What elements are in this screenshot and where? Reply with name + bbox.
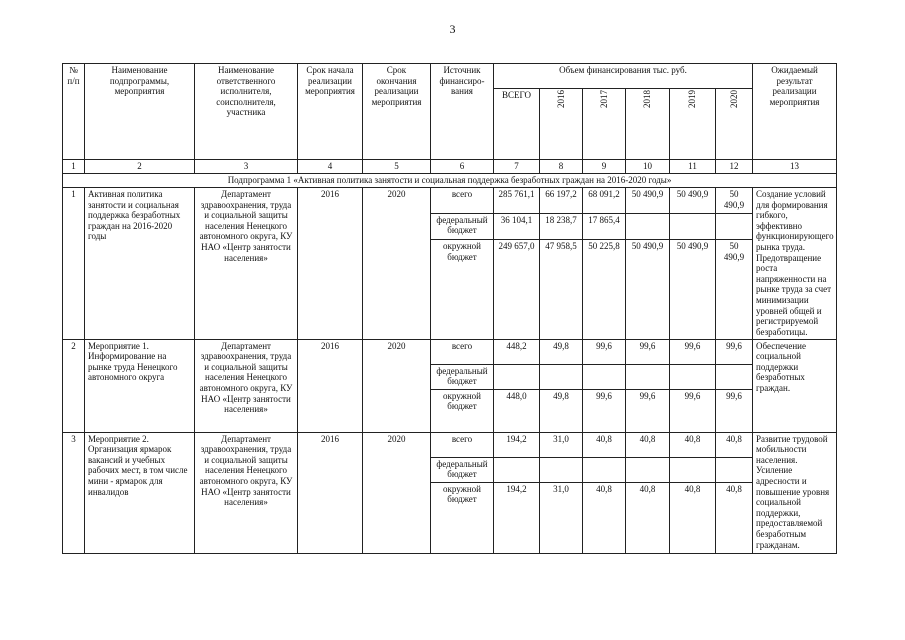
funding-table bbox=[62, 63, 837, 554]
column-number: 13 bbox=[753, 160, 837, 174]
value-cell bbox=[626, 213, 670, 240]
value-cell: 40,8 bbox=[716, 482, 753, 553]
source-label: федеральный бюджет bbox=[431, 364, 494, 389]
value-cell: 50 490,9 bbox=[670, 188, 716, 214]
value-cell bbox=[626, 364, 670, 389]
value-cell: 31,0 bbox=[540, 482, 583, 553]
header-year-label: 2019 bbox=[687, 90, 698, 108]
source-label: окружной бюджет bbox=[431, 482, 494, 553]
source-label: федеральный бюджет bbox=[431, 457, 494, 482]
row-end: 2020 bbox=[363, 432, 431, 553]
value-cell bbox=[583, 364, 626, 389]
value-cell: 40,8 bbox=[626, 432, 670, 457]
row-name: Активная политика занятости и социальная поддержка безработных граждан на 2016-2020 годы bbox=[85, 188, 195, 340]
value-cell: 40,8 bbox=[670, 432, 716, 457]
row-start: 2016 bbox=[298, 188, 363, 340]
value-cell: 40,8 bbox=[670, 482, 716, 553]
value-cell: 99,6 bbox=[716, 339, 753, 364]
table-row bbox=[63, 339, 837, 364]
header-year bbox=[716, 89, 753, 160]
header-row-1 bbox=[63, 64, 837, 89]
source-label: всего bbox=[431, 432, 494, 457]
value-cell: 66 197,2 bbox=[540, 188, 583, 214]
row-num: 3 bbox=[63, 432, 85, 553]
header-total: ВСЕГО bbox=[494, 89, 540, 160]
value-cell: 49,8 bbox=[540, 389, 583, 432]
source-label: окружной бюджет bbox=[431, 240, 494, 339]
value-cell: 99,6 bbox=[583, 339, 626, 364]
value-cell bbox=[494, 364, 540, 389]
table-row bbox=[63, 188, 837, 214]
value-cell bbox=[494, 457, 540, 482]
value-cell bbox=[583, 457, 626, 482]
value-cell: 194,2 bbox=[494, 482, 540, 553]
header-name: Наименование подпрограммы, мероприятия bbox=[85, 64, 195, 160]
value-cell bbox=[716, 364, 753, 389]
header-year-label: 2016 bbox=[555, 90, 566, 108]
value-cell: 249 657,0 bbox=[494, 240, 540, 339]
value-cell: 50 490,9 bbox=[716, 188, 753, 214]
column-number: 7 bbox=[494, 160, 540, 174]
value-cell: 40,8 bbox=[626, 482, 670, 553]
value-cell bbox=[716, 213, 753, 240]
value-cell: 50 490,9 bbox=[626, 240, 670, 339]
value-cell: 285 761,1 bbox=[494, 188, 540, 214]
source-label: федеральный бюджет bbox=[431, 213, 494, 240]
value-cell: 17 865,4 bbox=[583, 213, 626, 240]
column-number-row bbox=[63, 160, 837, 174]
value-cell bbox=[670, 457, 716, 482]
row-num: 2 bbox=[63, 339, 85, 432]
row-end: 2020 bbox=[363, 339, 431, 432]
column-number: 4 bbox=[298, 160, 363, 174]
value-cell bbox=[716, 457, 753, 482]
row-responsible: Департамент здравоохранения, труда и социальной защиты населения Ненецкого автономного округа, КУ НАО «Центр занятости населения» bbox=[195, 339, 298, 432]
source-label: всего bbox=[431, 339, 494, 364]
value-cell: 50 490,9 bbox=[626, 188, 670, 214]
row-name: Мероприятие 1. Информирование на рынке труда Ненецкого автономного округа bbox=[85, 339, 195, 432]
header-end: Срок окончания реализации мероприятия bbox=[363, 64, 431, 160]
value-cell: 448,0 bbox=[494, 389, 540, 432]
row-start: 2016 bbox=[298, 339, 363, 432]
header-year-label: 2017 bbox=[598, 90, 609, 108]
value-cell bbox=[626, 457, 670, 482]
value-cell: 68 091,2 bbox=[583, 188, 626, 214]
header-result: Ожидаемый результат реализации мероприятия bbox=[753, 64, 837, 160]
value-cell: 18 238,7 bbox=[540, 213, 583, 240]
row-result: Обеспечение социальной поддержки безработных граждан. bbox=[753, 339, 837, 432]
header-source: Источник финансиро-вания bbox=[431, 64, 494, 160]
value-cell: 50 490,9 bbox=[716, 240, 753, 339]
value-cell bbox=[670, 213, 716, 240]
header-year bbox=[583, 89, 626, 160]
row-name: Мероприятие 2. Организация ярмарок вакансий и учебных рабочих мест, в том числе мини - ярмарок для инвалидов bbox=[85, 432, 195, 553]
value-cell: 40,8 bbox=[716, 432, 753, 457]
subprogram-row bbox=[63, 174, 837, 188]
value-cell: 40,8 bbox=[583, 432, 626, 457]
header-year bbox=[670, 89, 716, 160]
value-cell: 50 490,9 bbox=[670, 240, 716, 339]
source-label: всего bbox=[431, 188, 494, 214]
value-cell: 36 104,1 bbox=[494, 213, 540, 240]
value-cell: 99,6 bbox=[583, 389, 626, 432]
column-number: 3 bbox=[195, 160, 298, 174]
column-number: 9 bbox=[583, 160, 626, 174]
column-number: 10 bbox=[626, 160, 670, 174]
page-number: 3 bbox=[449, 22, 456, 36]
value-cell bbox=[540, 364, 583, 389]
value-cell bbox=[540, 457, 583, 482]
value-cell: 49,8 bbox=[540, 339, 583, 364]
column-number: 1 bbox=[63, 160, 85, 174]
row-num: 1 bbox=[63, 188, 85, 340]
header-responsible: Наименование ответственного исполнителя, соисполнителя, участника bbox=[195, 64, 298, 160]
row-responsible: Департамент здравоохранения, труда и социальной защиты населения Ненецкого автономного округа, КУ НАО «Центр занятости населения» bbox=[195, 188, 298, 340]
value-cell: 40,8 bbox=[583, 482, 626, 553]
value-cell: 31,0 bbox=[540, 432, 583, 457]
table-row bbox=[63, 432, 837, 457]
column-number: 12 bbox=[716, 160, 753, 174]
subprogram-title: Подпрограмма 1 «Активная политика занятости и социальная поддержка безработных граждан на 2016-2020 годы» bbox=[63, 174, 837, 188]
column-number: 6 bbox=[431, 160, 494, 174]
column-number: 2 bbox=[85, 160, 195, 174]
value-cell: 99,6 bbox=[670, 389, 716, 432]
header-year-label: 2020 bbox=[728, 90, 739, 108]
value-cell: 47 958,5 bbox=[540, 240, 583, 339]
header-funding: Объем финансирования тыс. руб. bbox=[494, 64, 753, 89]
header-start: Срок начала реализации мероприятия bbox=[298, 64, 363, 160]
row-responsible: Департамент здравоохранения, труда и социальной защиты населения Ненецкого автономного округа, КУ НАО «Центр занятости населения» bbox=[195, 432, 298, 553]
value-cell: 448,2 bbox=[494, 339, 540, 364]
value-cell: 50 225,8 bbox=[583, 240, 626, 339]
value-cell: 99,6 bbox=[716, 389, 753, 432]
value-cell: 99,6 bbox=[670, 339, 716, 364]
header-year bbox=[540, 89, 583, 160]
row-result: Развитие трудовой мобильности населения. Усиление адресности и повышение уровня социальной поддержки, предоставляемой безработным гражданам. bbox=[753, 432, 837, 553]
value-cell: 99,6 bbox=[626, 339, 670, 364]
column-number: 5 bbox=[363, 160, 431, 174]
value-cell bbox=[670, 364, 716, 389]
row-result: Создание условий для формирования гибкого, эффективно функционирующего рынка труда. Предотвращение роста напряженности на рынке труда за счет минимизации уровней общей и регистрируемой безработицы. bbox=[753, 188, 837, 340]
row-start: 2016 bbox=[298, 432, 363, 553]
value-cell: 99,6 bbox=[626, 389, 670, 432]
column-number: 8 bbox=[540, 160, 583, 174]
header-num: № п/п bbox=[63, 64, 85, 160]
row-end: 2020 bbox=[363, 188, 431, 340]
value-cell: 194,2 bbox=[494, 432, 540, 457]
column-number: 11 bbox=[670, 160, 716, 174]
header-year bbox=[626, 89, 670, 160]
source-label: окружной бюджет bbox=[431, 389, 494, 432]
header-year-label: 2018 bbox=[642, 90, 653, 108]
